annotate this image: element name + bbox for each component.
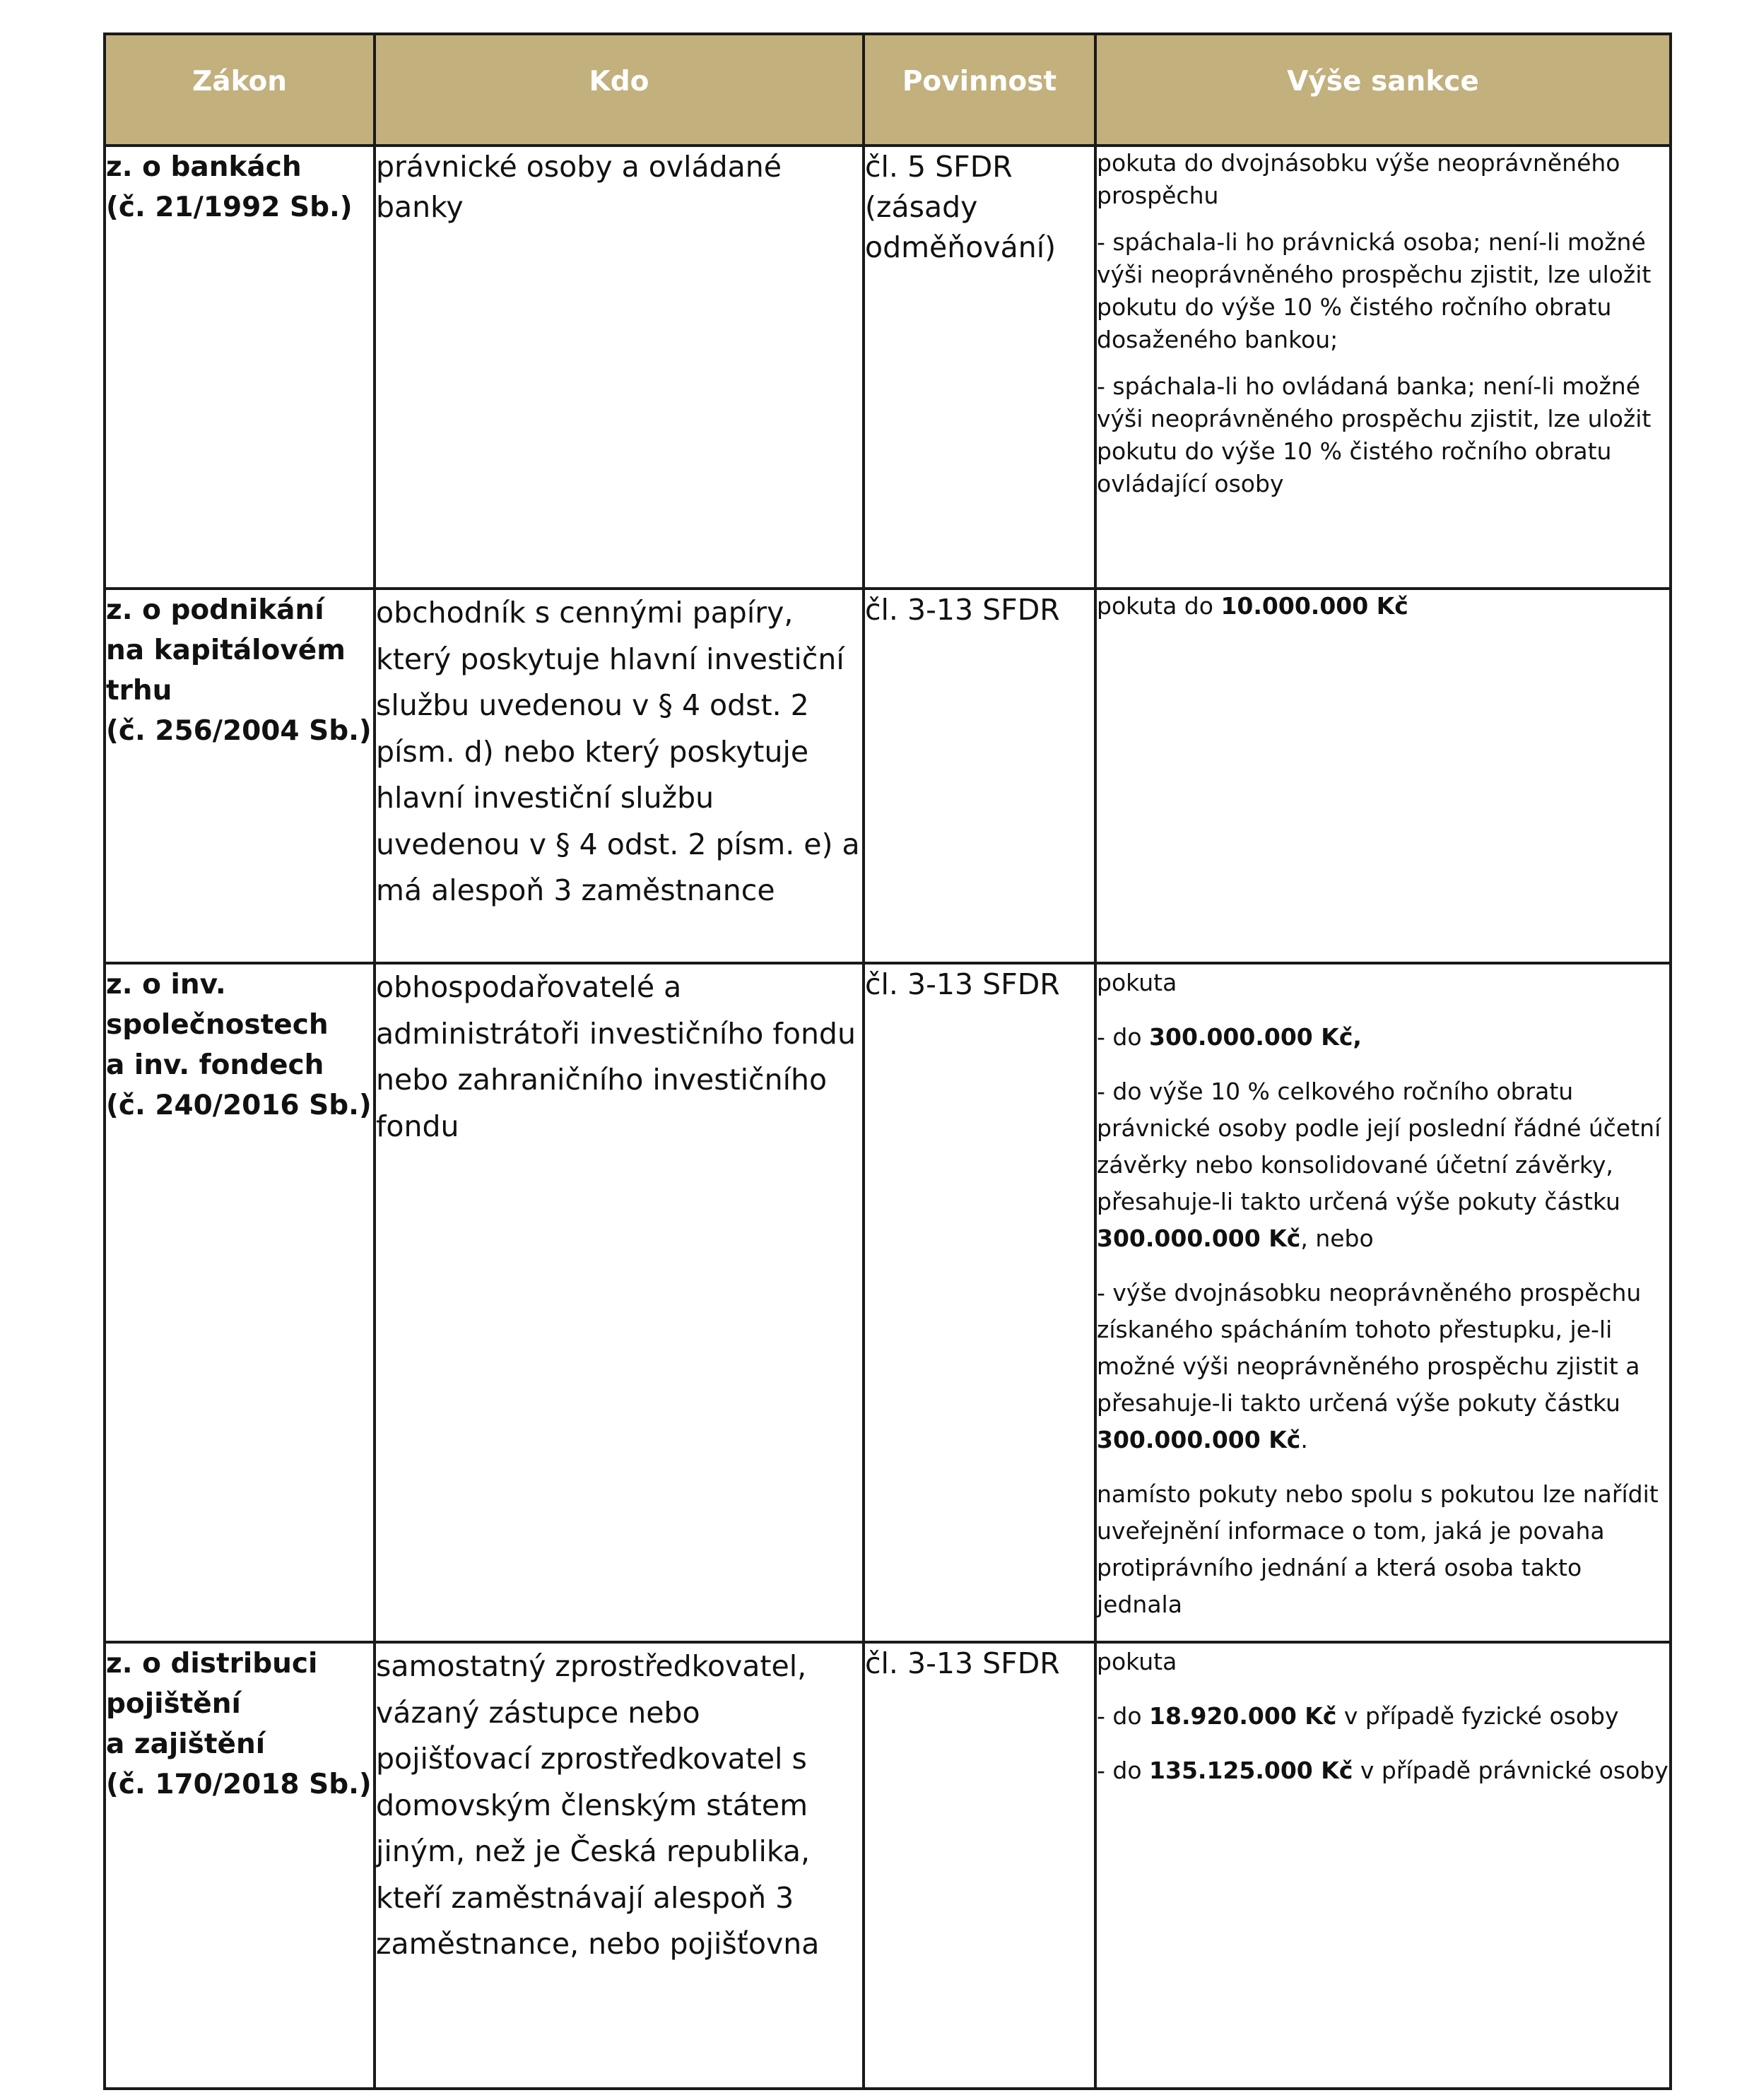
sanction-note: namísto pokuty nebo spolu s pokutou lze nařídit uveřejnění informace o tom, jaká je povaha protiprávního jednání a která osoba takto jednala	[1097, 1480, 1659, 1618]
law-cell	[105, 589, 375, 963]
sanction-text: - spáchala-li ho právnická osoba; není-li možné výši neoprávněného prospěchu zjistit, lze uložit pokutu do výše 10 % čistého ročního obratu dosaženého bankou;	[1097, 228, 1652, 353]
sanction-text	[1097, 1073, 1669, 1257]
sanction-amount: 18.920.000 Kč	[1149, 1702, 1337, 1730]
table-row	[105, 146, 1671, 589]
sanction-prefix: - do	[1097, 1757, 1150, 1784]
sanction-prefix: - do výše 10 % celkového ročního obratu právnické osoby podle její poslední řádné účetní závěrky nebo konsolidované účetní závěrky, přesahuje-li takto určená výše pokuty částku	[1097, 1078, 1661, 1215]
table-row	[105, 589, 1671, 963]
law-name: trhu	[106, 675, 172, 707]
sanction-cell	[1095, 146, 1671, 589]
header-sanction: Výše sankce	[1095, 34, 1671, 146]
sanction-prefix: - výše dvojnásobku neoprávněného prospěchu získaného spácháním tohoto přestupku, je-li možné výši neoprávněného prospěchu zjistit a přesahuje-li takto určená výše pokuty částku	[1097, 1279, 1642, 1417]
law-cell	[105, 146, 375, 589]
sanction-text: pokuta	[1097, 1648, 1177, 1675]
law-name: z. o inv.	[106, 969, 226, 1001]
obligation-cell: čl. 3-13 SFDR	[864, 589, 1095, 963]
sanction-prefix: - do	[1097, 1702, 1150, 1730]
law-name: z. o distribuci	[106, 1648, 318, 1680]
table-row	[105, 963, 1671, 1642]
sanction-text	[1097, 1275, 1669, 1458]
header-who: Kdo	[375, 34, 864, 146]
obligation-cell: čl. 3-13 SFDR	[864, 1642, 1095, 2089]
law-name: a inv. fondech	[106, 1049, 324, 1081]
sanction-text: pokuta	[1097, 969, 1177, 996]
sanction-suffix: .	[1300, 1426, 1308, 1453]
table-header-row	[105, 34, 1671, 146]
sanction-suffix: v případě fyzické osoby	[1336, 1702, 1619, 1730]
sanction-text: pokuta do dvojnásobku výše neoprávněného prospěchu	[1097, 149, 1620, 209]
sanction-suffix: v případě právnické osoby	[1353, 1757, 1668, 1784]
law-name: z. o bankách	[106, 151, 302, 183]
law-cell	[105, 963, 375, 1642]
law-number: (č. 21/1992 Sb.)	[106, 191, 353, 223]
table-row	[105, 1642, 1671, 2089]
who-cell: obhospodařovatelé a administrátoři investičního fondu nebo zahraničního investičního fondu	[375, 963, 864, 1642]
law-number: (č. 170/2018 Sb.)	[106, 1769, 372, 1800]
header-law: Zákon	[105, 34, 375, 146]
sanction-prefix: pokuta do	[1097, 592, 1221, 620]
obligation-cell: čl. 5 SFDR (zásady odměňování)	[864, 146, 1095, 589]
sanction-text: - spáchala-li ho ovládaná banka; není-li možné výši neoprávněného prospěchu zjistit, lze uložit pokutu do výše 10 % čistého ročního obratu ovládající osoby	[1097, 372, 1652, 497]
obligation-cell: čl. 3-13 SFDR	[864, 963, 1095, 1642]
sanction-amount: 300.000.000 Kč	[1097, 1225, 1301, 1252]
sanction-amount: 135.125.000 Kč	[1149, 1757, 1353, 1784]
law-name: z. o podnikání	[106, 594, 324, 626]
sanction-cell	[1095, 589, 1671, 963]
who-cell: samostatný zprostředkovatel, vázaný zástupce nebo pojišťovací zprostředkovatel s domovským členským státem jiným, než je Česká republika, kteří zaměstnávají alespoň 3 zaměstnance, nebo pojišťovna	[375, 1642, 864, 2089]
sanction-cell	[1095, 963, 1671, 1642]
sanction-prefix: - do	[1097, 1023, 1150, 1051]
law-name: a zajištění	[106, 1728, 266, 1760]
law-number: (č. 256/2004 Sb.)	[106, 715, 372, 747]
header-obligation: Povinnost	[864, 34, 1095, 146]
law-name: na kapitálovém	[106, 635, 346, 666]
who-cell: obchodník s cennými papíry, který poskytuje hlavní investiční službu uvedenou v § 4 odst. 2 písm. d) nebo který poskytuje hlavní investiční službu uvedenou v § 4 odst. 2 písm. e) a má alespoň 3 zaměstnance	[375, 589, 864, 963]
who-cell: právnické osoby a ovládané banky	[375, 146, 864, 589]
sanction-amount: 10.000.000 Kč	[1220, 592, 1408, 620]
sanction-suffix: , nebo	[1300, 1225, 1374, 1252]
sanction-text	[1097, 1019, 1669, 1056]
law-cell	[105, 1642, 375, 2089]
law-name: společnostech	[106, 1009, 329, 1041]
sanctions-table	[103, 33, 1672, 2090]
sanction-text	[1097, 1698, 1669, 1735]
sanction-cell	[1095, 1642, 1671, 2089]
sanction-text	[1097, 590, 1669, 623]
law-name: pojištění	[106, 1688, 241, 1720]
law-number: (č. 240/2016 Sb.)	[106, 1090, 372, 1121]
sanction-amount: 300.000.000 Kč	[1097, 1426, 1301, 1453]
sanction-text	[1097, 1752, 1669, 1789]
sanction-amount: 300.000.000 Kč,	[1149, 1023, 1362, 1051]
